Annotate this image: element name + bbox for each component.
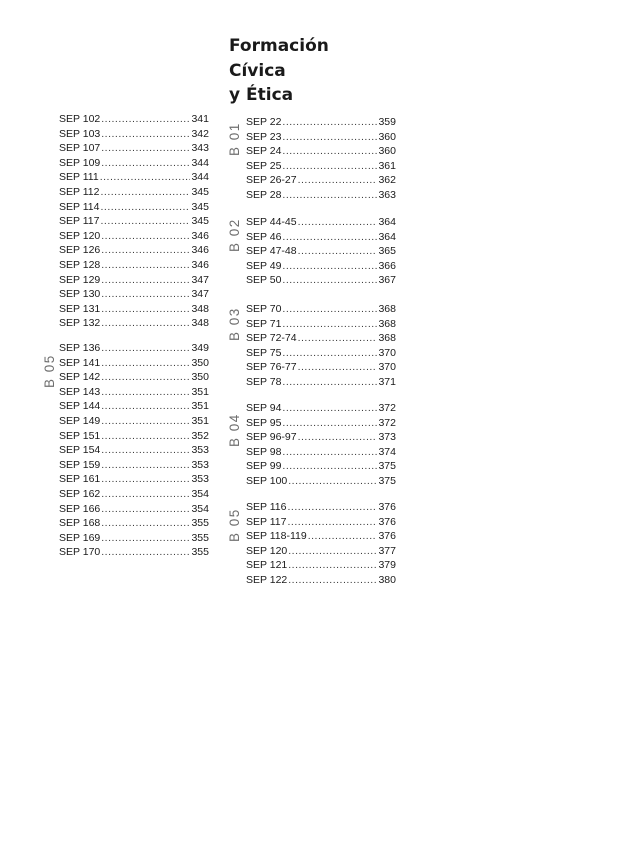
index-group-b03	[246, 302, 396, 390]
index-entry	[59, 302, 209, 317]
block-label-b01: B 01	[227, 122, 242, 156]
entry-page-number: 354	[191, 502, 209, 515]
index-entry	[59, 316, 209, 331]
dot-leader	[288, 474, 377, 489]
entry-page-number: 347	[191, 288, 209, 301]
index-entry	[246, 529, 396, 544]
entry-label: SEP 102	[59, 113, 101, 125]
entry-label: SEP 70	[246, 303, 282, 315]
entry-label: SEP 26-27	[246, 174, 297, 187]
index-entry	[59, 443, 209, 458]
entry-page-number: 370	[378, 361, 396, 374]
index-entry	[246, 375, 396, 390]
entry-page-number: 345	[191, 200, 209, 213]
entry-page-number: 341	[191, 113, 209, 125]
dot-leader	[282, 230, 377, 245]
index-entry	[59, 243, 209, 258]
dot-leader	[101, 229, 190, 244]
entry-label: SEP 95	[246, 416, 282, 429]
index-entry	[59, 545, 209, 560]
index-entry	[246, 331, 396, 346]
dot-leader	[282, 273, 377, 288]
index-entry	[246, 188, 396, 203]
entry-page-number: 347	[191, 273, 209, 286]
entry-page-number: 351	[191, 414, 209, 427]
index-entry	[59, 258, 209, 273]
index-entry	[246, 515, 396, 530]
entry-label: SEP 25	[246, 159, 282, 172]
entry-label: SEP 24	[246, 145, 282, 158]
dot-leader	[101, 443, 190, 458]
index-entry	[59, 273, 209, 288]
entry-page-number: 346	[191, 244, 209, 257]
entry-label: SEP 46	[246, 230, 282, 243]
index-entry	[246, 173, 396, 188]
dot-leader	[282, 459, 377, 474]
dot-leader	[282, 130, 377, 145]
index-entry	[59, 200, 209, 215]
index-entry	[59, 458, 209, 473]
index-entry	[59, 112, 209, 127]
entry-page-number: 372	[378, 416, 396, 429]
index-entry	[246, 445, 396, 460]
entry-label: SEP 117	[59, 215, 100, 228]
index-group-b04	[246, 401, 396, 489]
dot-leader	[282, 375, 377, 390]
dot-leader	[298, 173, 378, 188]
index-entry	[246, 544, 396, 559]
entry-label: SEP 142	[59, 371, 101, 384]
entry-label: SEP 120	[246, 544, 288, 557]
entry-label: SEP 121	[246, 559, 288, 572]
entry-label: SEP 117	[246, 515, 287, 528]
index-entry	[59, 127, 209, 142]
entry-page-number: 348	[191, 317, 209, 330]
dot-leader	[101, 356, 190, 371]
subject-title	[229, 34, 329, 108]
dot-leader	[298, 244, 378, 259]
index-entry	[59, 516, 209, 531]
entry-label: SEP 126	[59, 244, 101, 257]
entry-page-number: 344	[191, 171, 209, 184]
entry-page-number: 355	[191, 517, 209, 530]
entry-label: SEP 166	[59, 502, 101, 515]
entry-label: SEP 170	[59, 546, 101, 559]
dot-leader	[100, 170, 191, 185]
entry-page-number: 360	[378, 145, 396, 158]
entry-label: SEP 22	[246, 116, 282, 128]
entry-label: SEP 100	[246, 474, 288, 487]
entry-page-number: 345	[191, 185, 209, 198]
dot-leader	[287, 515, 377, 530]
dot-leader	[101, 341, 190, 356]
index-entry	[59, 229, 209, 244]
entry-label: SEP 47-48	[246, 245, 297, 258]
entry-label: SEP 118-119	[246, 530, 307, 543]
block-label-b04: B 04	[227, 413, 242, 447]
entry-page-number: 380	[378, 573, 396, 586]
index-entry	[59, 487, 209, 502]
dot-leader	[100, 214, 190, 229]
index-entry	[246, 273, 396, 288]
entry-page-number: 376	[378, 530, 396, 543]
entry-page-number: 354	[191, 487, 209, 500]
index-entry	[59, 472, 209, 487]
index-entry	[246, 401, 396, 416]
dot-leader	[282, 115, 377, 130]
entry-label: SEP 96-97	[246, 431, 297, 444]
entry-label: SEP 116	[246, 501, 287, 513]
dot-leader	[101, 502, 190, 517]
entry-label: SEP 109	[59, 156, 101, 169]
index-entry	[59, 287, 209, 302]
dot-leader	[282, 416, 377, 431]
dot-leader	[282, 144, 377, 159]
entry-label: SEP 168	[59, 517, 101, 530]
dot-leader	[101, 385, 190, 400]
entry-page-number: 351	[191, 400, 209, 413]
entry-label: SEP 111	[59, 171, 99, 184]
entry-label: SEP 169	[59, 531, 101, 544]
dot-leader	[298, 215, 378, 230]
index-entry	[59, 141, 209, 156]
index-entry	[59, 399, 209, 414]
entry-page-number: 346	[191, 229, 209, 242]
dot-leader	[101, 487, 190, 502]
dot-leader	[282, 346, 377, 361]
dot-leader	[101, 458, 190, 473]
index-group-b02	[246, 215, 396, 288]
dot-leader	[282, 302, 377, 317]
entry-page-number: 366	[378, 259, 396, 272]
entry-page-number: 374	[378, 445, 396, 458]
entry-page-number: 350	[191, 356, 209, 369]
entry-label: SEP 44-45	[246, 216, 297, 228]
index-entry	[59, 170, 209, 185]
index-entry	[246, 215, 396, 230]
block-label-left-b05: B 05	[42, 354, 57, 388]
entry-page-number: 351	[191, 385, 209, 398]
index-entry	[59, 356, 209, 371]
entry-page-number: 344	[191, 156, 209, 169]
entry-page-number: 379	[378, 559, 396, 572]
index-entry	[246, 302, 396, 317]
entry-label: SEP 94	[246, 402, 282, 414]
entry-page-number: 377	[378, 544, 396, 557]
entry-page-number: 368	[378, 317, 396, 330]
index-entry	[246, 416, 396, 431]
entry-page-number: 361	[378, 159, 396, 172]
entry-page-number: 352	[191, 429, 209, 442]
entry-label: SEP 131	[59, 302, 101, 315]
entry-page-number: 359	[378, 116, 396, 128]
entry-page-number: 343	[191, 142, 209, 155]
entry-page-number: 371	[378, 375, 396, 388]
entry-label: SEP 128	[59, 258, 101, 271]
dot-leader	[282, 401, 377, 416]
index-entry	[246, 573, 396, 588]
dot-leader	[282, 445, 377, 460]
entry-page-number: 365	[378, 245, 396, 258]
entry-page-number: 375	[378, 474, 396, 487]
entry-page-number: 376	[378, 501, 396, 513]
entry-page-number: 367	[378, 274, 396, 287]
dot-leader	[101, 302, 190, 317]
entry-page-number: 355	[191, 546, 209, 559]
entry-page-number: 349	[191, 342, 209, 354]
entry-page-number: 350	[191, 371, 209, 384]
entry-page-number: 364	[378, 216, 396, 228]
entry-label: SEP 120	[59, 229, 101, 242]
entry-page-number: 373	[378, 431, 396, 444]
entry-label: SEP 99	[246, 460, 282, 473]
index-entry	[59, 214, 209, 229]
entry-label: SEP 112	[59, 185, 100, 198]
entry-label: SEP 144	[59, 400, 101, 413]
entry-label: SEP 71	[246, 317, 282, 330]
index-entry	[59, 341, 209, 356]
dot-leader	[100, 200, 190, 215]
dot-leader	[298, 360, 378, 375]
index-entry	[59, 185, 209, 200]
dot-leader	[101, 531, 190, 546]
dot-leader	[288, 573, 377, 588]
dot-leader	[288, 558, 377, 573]
index-group-left-0	[59, 112, 209, 331]
entry-label: SEP 98	[246, 445, 282, 458]
entry-page-number: 370	[378, 346, 396, 359]
dot-leader	[101, 287, 190, 302]
entry-label: SEP 107	[59, 142, 101, 155]
dot-leader	[101, 112, 190, 127]
entry-page-number: 360	[378, 130, 396, 143]
dot-leader	[101, 127, 190, 142]
entry-label: SEP 143	[59, 385, 101, 398]
entry-label: SEP 132	[59, 317, 101, 330]
dot-leader	[298, 430, 378, 445]
subject-title-line: Cívica	[229, 60, 286, 81]
entry-label: SEP 141	[59, 356, 101, 369]
dot-leader	[101, 414, 190, 429]
dot-leader	[298, 331, 378, 346]
index-entry	[246, 159, 396, 174]
entry-label: SEP 49	[246, 259, 282, 272]
dot-leader	[101, 141, 190, 156]
dot-leader	[101, 545, 190, 560]
dot-leader	[287, 500, 377, 515]
entry-page-number: 353	[191, 444, 209, 457]
block-label-b05: B 05	[227, 508, 242, 542]
index-entry	[246, 144, 396, 159]
entry-label: SEP 159	[59, 458, 101, 471]
index-entry	[246, 430, 396, 445]
entry-page-number: 376	[378, 515, 396, 528]
entry-page-number: 375	[378, 460, 396, 473]
dot-leader	[282, 317, 377, 332]
entry-label: SEP 151	[59, 429, 101, 442]
index-group-b05	[246, 500, 396, 588]
subject-title-line: Formación	[229, 36, 329, 56]
index-entry	[246, 317, 396, 332]
entry-label: SEP 136	[59, 342, 101, 354]
block-label-b02: B 02	[227, 218, 242, 252]
entry-label: SEP 23	[246, 130, 282, 143]
entry-page-number: 346	[191, 258, 209, 271]
index-group-left-1	[59, 341, 209, 560]
entry-label: SEP 76-77	[246, 361, 297, 374]
index-entry	[246, 115, 396, 130]
entry-label: SEP 122	[246, 573, 288, 586]
index-entry	[246, 259, 396, 274]
entry-page-number: 368	[378, 303, 396, 315]
entry-label: SEP 114	[59, 200, 100, 213]
index-entry	[59, 414, 209, 429]
index-entry	[59, 156, 209, 171]
dot-leader	[282, 259, 377, 274]
index-entry	[59, 370, 209, 385]
entry-label: SEP 28	[246, 188, 282, 201]
index-entry	[246, 500, 396, 515]
index-entry	[246, 360, 396, 375]
entry-page-number: 342	[191, 127, 209, 140]
entry-label: SEP 130	[59, 288, 101, 301]
dot-leader	[101, 316, 190, 331]
dot-leader	[101, 370, 190, 385]
dot-leader	[100, 185, 190, 200]
entry-page-number: 353	[191, 458, 209, 471]
entry-label: SEP 78	[246, 375, 282, 388]
index-entry	[246, 474, 396, 489]
index-entry	[246, 244, 396, 259]
entry-label: SEP 149	[59, 414, 101, 427]
dot-leader	[101, 156, 190, 171]
index-entry	[246, 130, 396, 145]
entry-page-number: 355	[191, 531, 209, 544]
entry-page-number: 372	[378, 402, 396, 414]
dot-leader	[308, 529, 378, 544]
entry-label: SEP 103	[59, 127, 101, 140]
dot-leader	[101, 399, 190, 414]
dot-leader	[101, 243, 190, 258]
entry-page-number: 363	[378, 188, 396, 201]
index-entry	[59, 502, 209, 517]
dot-leader	[101, 429, 190, 444]
dot-leader	[282, 188, 377, 203]
entry-label: SEP 50	[246, 274, 282, 287]
dot-leader	[101, 472, 190, 487]
block-label-b03: B 03	[227, 307, 242, 341]
index-entry	[246, 230, 396, 245]
index-entry	[246, 346, 396, 361]
index-entry	[246, 558, 396, 573]
entry-label: SEP 161	[59, 473, 101, 486]
index-group-b01	[246, 115, 396, 203]
entry-label: SEP 75	[246, 346, 282, 359]
entry-page-number: 345	[191, 215, 209, 228]
index-entry	[59, 385, 209, 400]
subject-title-line: y Ética	[229, 85, 294, 105]
dot-leader	[288, 544, 377, 559]
index-entry	[246, 459, 396, 474]
entry-label: SEP 72-74	[246, 332, 297, 345]
entry-label: SEP 162	[59, 487, 101, 500]
index-entry	[59, 429, 209, 444]
entry-page-number: 368	[378, 332, 396, 345]
entry-label: SEP 154	[59, 444, 101, 457]
dot-leader	[101, 273, 190, 288]
entry-page-number: 348	[191, 302, 209, 315]
dot-leader	[101, 516, 190, 531]
entry-label: SEP 129	[59, 273, 101, 286]
dot-leader	[101, 258, 190, 273]
entry-page-number: 353	[191, 473, 209, 486]
dot-leader	[282, 159, 377, 174]
entry-page-number: 364	[378, 230, 396, 243]
entry-page-number: 362	[378, 174, 396, 187]
index-entry	[59, 531, 209, 546]
